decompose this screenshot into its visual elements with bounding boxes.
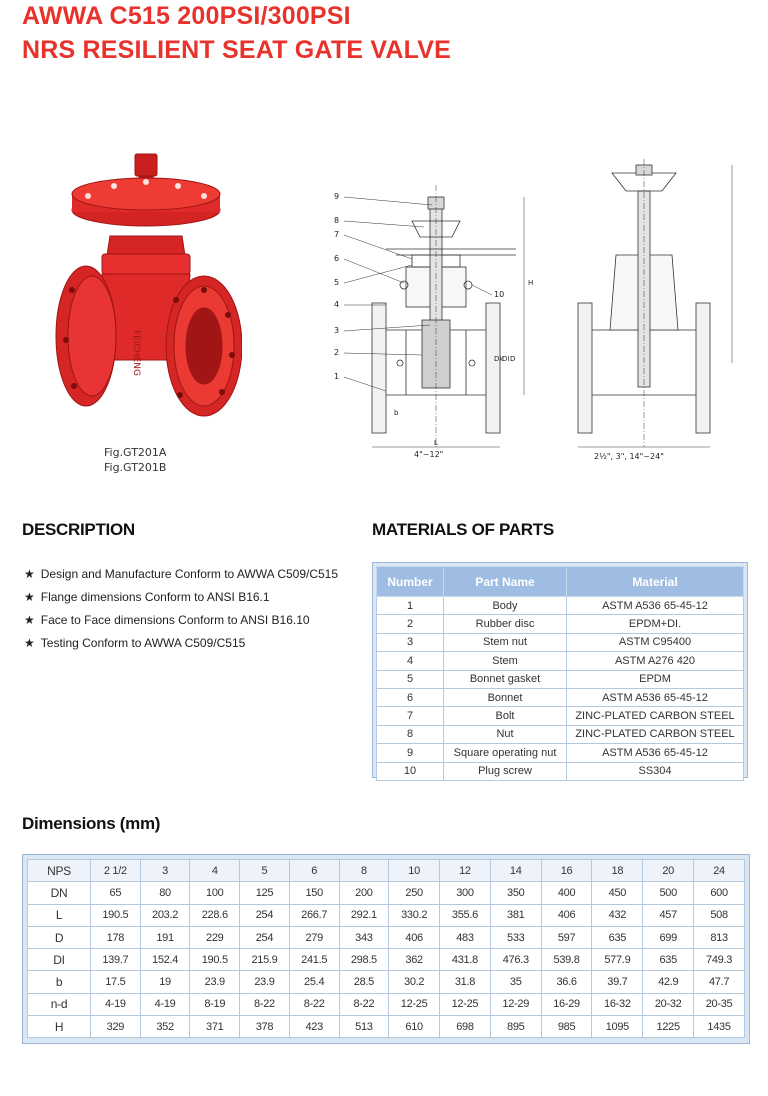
callout-7: 7 [334,230,340,239]
dimension-cell: 80 [140,882,190,904]
dimension-cell: 355.6 [440,904,491,926]
dimension-cell: 20 [643,860,694,882]
dimension-cell: 423 [289,1016,339,1038]
callout-4: 4 [334,300,340,309]
material-value-cell: ASTM A536 65-45-12 [567,597,744,615]
callout-10: 10 [494,290,505,299]
dimensions-row [28,904,745,926]
material-number-cell: 10 [377,762,444,780]
material-value-cell: ASTM A276 420 [567,652,744,670]
material-part-cell: Bonnet [444,688,567,706]
side-section-view [578,159,732,461]
material-number-cell: 2 [377,615,444,633]
page-title-line-2: NRS RESILIENT SEAT GATE VALVE [22,36,451,64]
dim-label-b: b [394,409,399,417]
dimension-cell: 432 [592,904,643,926]
dimension-cell: 31.8 [440,971,491,993]
dimension-cell: 635 [592,926,643,948]
material-number-cell: 3 [377,633,444,651]
dim-label-Dk: Dk [494,355,504,363]
dimension-cell: 254 [240,904,290,926]
dimension-cell: 190.5 [91,904,141,926]
dimension-cell: 483 [440,926,491,948]
dimension-cell: 23.9 [190,971,240,993]
dimension-row-label: L [28,904,91,926]
dimensions-table [27,859,745,1038]
material-part-cell: Square operating nut [444,744,567,762]
dimension-cell: 191 [140,926,190,948]
dimension-cell: 42.9 [643,971,694,993]
page-title-line-1: AWWA C515 200PSI/300PSI [22,2,351,30]
dimension-cell: 28.5 [339,971,389,993]
dimension-cell: 539.8 [541,949,592,971]
dimension-cell: 12-29 [490,993,541,1015]
material-value-cell: EPDM+DI. [567,615,744,633]
dimension-cell: 8-22 [240,993,290,1015]
dimension-cell: 985 [541,1016,592,1038]
dimension-cell: 597 [541,926,592,948]
dimension-cell: 8 [339,860,389,882]
dimension-cell: 698 [440,1016,491,1038]
dimension-cell: 178 [91,926,141,948]
dimension-cell: 35 [490,971,541,993]
dimension-cell: 39.7 [592,971,643,993]
dimension-cell: 635 [643,949,694,971]
material-number-cell: 1 [377,597,444,615]
dimension-cell: 18 [592,860,643,882]
dimension-cell: 577.9 [592,949,643,971]
dimension-cell: 23.9 [240,971,290,993]
dimensions-row [28,882,745,904]
dimension-cell: 279 [289,926,339,948]
description-item: ★ Flange dimensions Conform to ANSI B16.1 [24,590,270,604]
material-value-cell: ASTM A536 65-45-12 [567,688,744,706]
dimension-cell: 19 [140,971,190,993]
callout-3: 3 [334,326,340,335]
material-part-cell: Stem nut [444,633,567,651]
dimension-cell: 350 [490,882,541,904]
description-list [24,565,338,657]
dimension-cell: 24 [694,860,745,882]
dimension-cell: 362 [389,949,440,971]
material-part-cell: Rubber disc [444,615,567,633]
materials-row [377,688,744,706]
dimension-cell: 8-22 [339,993,389,1015]
dimension-row-label: DI [28,949,91,971]
dimension-cell: 215.9 [240,949,290,971]
right-size-label: 2½", 3", 14"~24" [594,452,664,461]
material-value-cell: ZINC-PLATED CARBON STEEL [567,725,744,743]
dimension-cell: 254 [240,926,290,948]
dimension-row-label: NPS [28,860,91,882]
dimension-cell: 229 [190,926,240,948]
dimension-cell: 8-22 [289,993,339,1015]
dimension-cell: 4-19 [91,993,141,1015]
dimension-cell: 4-19 [140,993,190,1015]
dimension-cell: 300 [440,882,491,904]
material-number-cell: 8 [377,725,444,743]
star-icon: ★ [24,567,35,581]
material-part-cell: Body [444,597,567,615]
dimension-cell: 352 [140,1016,190,1038]
dimension-cell: 1435 [694,1016,745,1038]
dimensions-heading: Dimensions (mm) [22,814,161,833]
star-icon: ★ [24,636,35,650]
materials-row [377,762,744,780]
callout-5: 5 [334,278,340,287]
dim-label-H: H [528,279,534,287]
dimension-cell: 250 [389,882,440,904]
dimension-cell: 4 [190,860,240,882]
dimension-row-label: DN [28,882,91,904]
dimension-cell: 47.7 [694,971,745,993]
material-number-cell: 7 [377,707,444,725]
materials-table [376,566,744,781]
description-heading: DESCRIPTION [22,520,135,539]
left-size-label: 4"~12" [414,450,444,459]
dimension-cell: 500 [643,882,694,904]
dimension-cell: 203.2 [140,904,190,926]
dimension-cell: 298.5 [339,949,389,971]
dimension-cell: 450 [592,882,643,904]
dimension-row-label: H [28,1016,91,1038]
dimension-cell: 749.3 [694,949,745,971]
callout-2: 2 [334,348,340,357]
figure-caption-a: Fig.GT201A [104,446,167,459]
callout-9: 9 [334,192,340,201]
dimension-cell: 292.1 [339,904,389,926]
dimension-cell: 476.3 [490,949,541,971]
dimensions-row [28,949,745,971]
material-part-cell: Bolt [444,707,567,725]
dimension-cell: 1095 [592,1016,643,1038]
dimension-cell: 16-29 [541,993,592,1015]
dimension-cell: 378 [240,1016,290,1038]
materials-row [377,652,744,670]
callout-8: 8 [334,216,340,225]
dimensions-row [28,926,745,948]
dimension-cell: 65 [91,882,141,904]
dimension-cell: 228.6 [190,904,240,926]
dimension-cell: 1225 [643,1016,694,1038]
dimension-cell: 400 [541,882,592,904]
dim-label-DI: DI [502,355,510,363]
dimension-cell: 610 [389,1016,440,1038]
material-number-cell: 4 [377,652,444,670]
description-item: ★ Face to Face dimensions Conform to ANSI B16.10 [24,613,310,627]
material-number-cell: 9 [377,744,444,762]
material-part-cell: Bonnet gasket [444,670,567,688]
material-number-cell: 6 [377,688,444,706]
material-value-cell: ZINC-PLATED CARBON STEEL [567,707,744,725]
dimension-cell: 699 [643,926,694,948]
dimension-cell: 20-35 [694,993,745,1015]
dimension-cell: 150 [289,882,339,904]
dimensions-row [28,971,745,993]
dimension-cell: 14 [490,860,541,882]
description-item: ★ Design and Manufacture Conform to AWWA C509/C515 [24,567,339,581]
front-section-view [334,185,533,459]
col-number-header: Number [377,567,444,597]
dimension-cell: 406 [541,904,592,926]
material-value-cell: EPDM [567,670,744,688]
dimension-cell: 12-25 [389,993,440,1015]
material-part-cell: Plug screw [444,762,567,780]
dimension-cell: 329 [91,1016,141,1038]
figure-caption-b: Fig.GT201B [104,461,167,474]
dimension-cell: 813 [694,926,745,948]
dim-label-L: L [434,439,438,447]
materials-header-row [377,567,744,597]
dimension-cell: 3 [140,860,190,882]
dimension-cell: 10 [389,860,440,882]
dimension-cell: 895 [490,1016,541,1038]
dimension-cell: 20-32 [643,993,694,1015]
materials-table-frame [372,562,748,778]
dimension-cell: 330.2 [389,904,440,926]
dimension-cell: 241.5 [289,949,339,971]
dimension-cell: 36.6 [541,971,592,993]
material-value-cell: ASTM C95400 [567,633,744,651]
dimension-cell: 8-19 [190,993,240,1015]
dimension-cell: 152.4 [140,949,190,971]
material-value-cell: SS304 [567,762,744,780]
material-part-cell: Nut [444,725,567,743]
dimension-cell: 513 [339,1016,389,1038]
valve-body-mark: FEICHENG [131,330,141,376]
dimension-cell: 2 1/2 [91,860,141,882]
material-part-cell: Stem [444,652,567,670]
col-material-header: Material [567,567,744,597]
dimension-cell: 17.5 [91,971,141,993]
material-value-cell: ASTM A536 65-45-12 [567,744,744,762]
dimension-cell: 508 [694,904,745,926]
dimension-cell: 533 [490,926,541,948]
materials-row [377,670,744,688]
dimension-cell: 6 [289,860,339,882]
dimension-cell: 12-25 [440,993,491,1015]
dimension-cell: 100 [190,882,240,904]
dimension-cell: 139.7 [91,949,141,971]
dimension-cell: 25.4 [289,971,339,993]
materials-row [377,615,744,633]
dimensions-row [28,993,745,1015]
materials-row [377,725,744,743]
dimension-cell: 200 [339,882,389,904]
dimension-row-label: b [28,971,91,993]
dimension-cell: 406 [389,926,440,948]
dimension-cell: 431.8 [440,949,491,971]
dimensions-row [28,860,745,882]
callout-6: 6 [334,254,340,263]
dimension-cell: 266.7 [289,904,339,926]
star-icon: ★ [24,613,35,627]
materials-heading: MATERIALS OF PARTS [372,520,554,539]
star-icon: ★ [24,590,35,604]
materials-row [377,744,744,762]
dimension-cell: 16 [541,860,592,882]
dimension-cell: 190.5 [190,949,240,971]
dimensions-row [28,1016,745,1038]
valve-photo [52,150,242,422]
dimension-cell: 16-32 [592,993,643,1015]
dimension-cell: 457 [643,904,694,926]
valve-technical-drawing [316,155,758,475]
dimension-cell: 600 [694,882,745,904]
dimension-cell: 371 [190,1016,240,1038]
material-number-cell: 5 [377,670,444,688]
dimension-row-label: n-d [28,993,91,1015]
dimension-cell: 5 [240,860,290,882]
dimensions-table-frame [22,854,750,1044]
dimension-cell: 381 [490,904,541,926]
dimension-row-label: D [28,926,91,948]
dimension-cell: 125 [240,882,290,904]
materials-row [377,633,744,651]
dimension-cell: 343 [339,926,389,948]
col-part-name-header: Part Name [444,567,567,597]
callout-1: 1 [334,372,340,381]
description-item: ★ Testing Conform to AWWA C509/C515 [24,636,246,650]
materials-row [377,597,744,615]
dim-label-D: D [510,355,516,363]
dimension-cell: 30.2 [389,971,440,993]
dimension-cell: 12 [440,860,491,882]
materials-row [377,707,744,725]
